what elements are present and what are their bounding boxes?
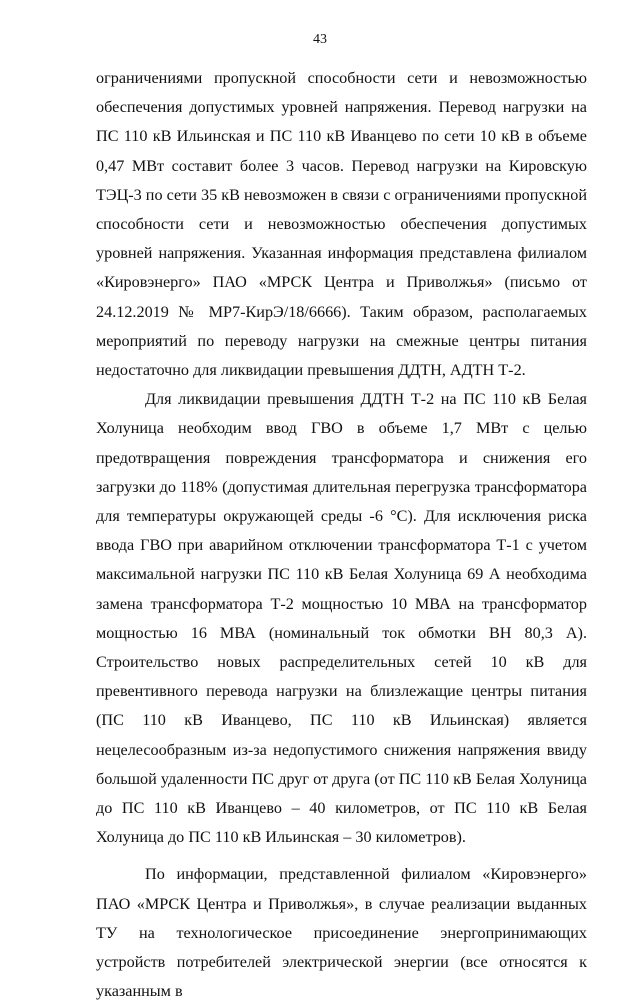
page-number: 43 [313, 32, 327, 47]
paragraph-gvo-measures: Для ликвидации превышения ДДТН Т-2 на ПС 110 кВ Белая Холуница необходим ввод ГВО в объеме 1,7 МВт с целью предотвращения повреждения трансформатора и снижения его загрузки до 118% (допустимая длительная перегрузка трансформатора для температуры окружающей среды -6 °С). Для исключения риска ввода ГВО при аварийном отключении трансформатора Т-1 с учетом максимальной нагрузки ПС 110 кВ Белая Холуница 69 А необходима замена трансформатора Т-2 мощностью 10 МВА на трансформатор мощностью 16 МВА (номинальный ток обмотки ВН 80,3 А). Строительство новых распределительных сетей 10 кВ для превентивного перевода нагрузки на близлежащие центры питания (ПС 110 кВ Иванцево, ПС 110 кВ Ильинская) является нецелесообразным из-за недопустимого снижения напряжения ввиду большой удаленности ПС друг от друга (от ПС 110 кВ Белая Холуница до ПС 110 кВ Иванцево – 40 километров, от ПС 110 кВ Белая Холуница до ПС 110 кВ Ильинская – 30 километров). [96, 390, 587, 847]
paragraph-kirovenergo-info: По информации, представленной филиалом «Кировэнерго» ПАО «МРСК Центра и Приволжья», в случае реализации выданных ТУ на технологическое присоединение энергопринимающих устройств потребителей электрической энергии (все относятся к указанным в [96, 865, 587, 1001]
paragraph-continuation: ограничениями пропускной способности сети и невозможностью обеспечения допустимых уровней напряжения. Перевод нагрузки на ПС 110 кВ Ильинская и ПС 110 кВ Иванцево по сети 10 кВ в объеме 0,47 МВт составит более 3 часов. Перевод нагрузки на Кировскую ТЭЦ-3 по сети 35 кВ невозможен в связи с ограничениями пропускной способности сети и невозможностью обеспечения допустимых уровней напряжения. Указанная информация представлена филиалом «Кировэнерго» ПАО «МРСК Центра и Приволжья» (письмо от 24.12.2019 № МР7-КирЭ/18/6666). Таким образом, располагаемых мероприятий по переводу нагрузки на смежные центры питания недостаточно для ликвидации превышения ДДТН, АДТН Т-2. [96, 69, 587, 380]
document-body [96, 64, 587, 1007]
